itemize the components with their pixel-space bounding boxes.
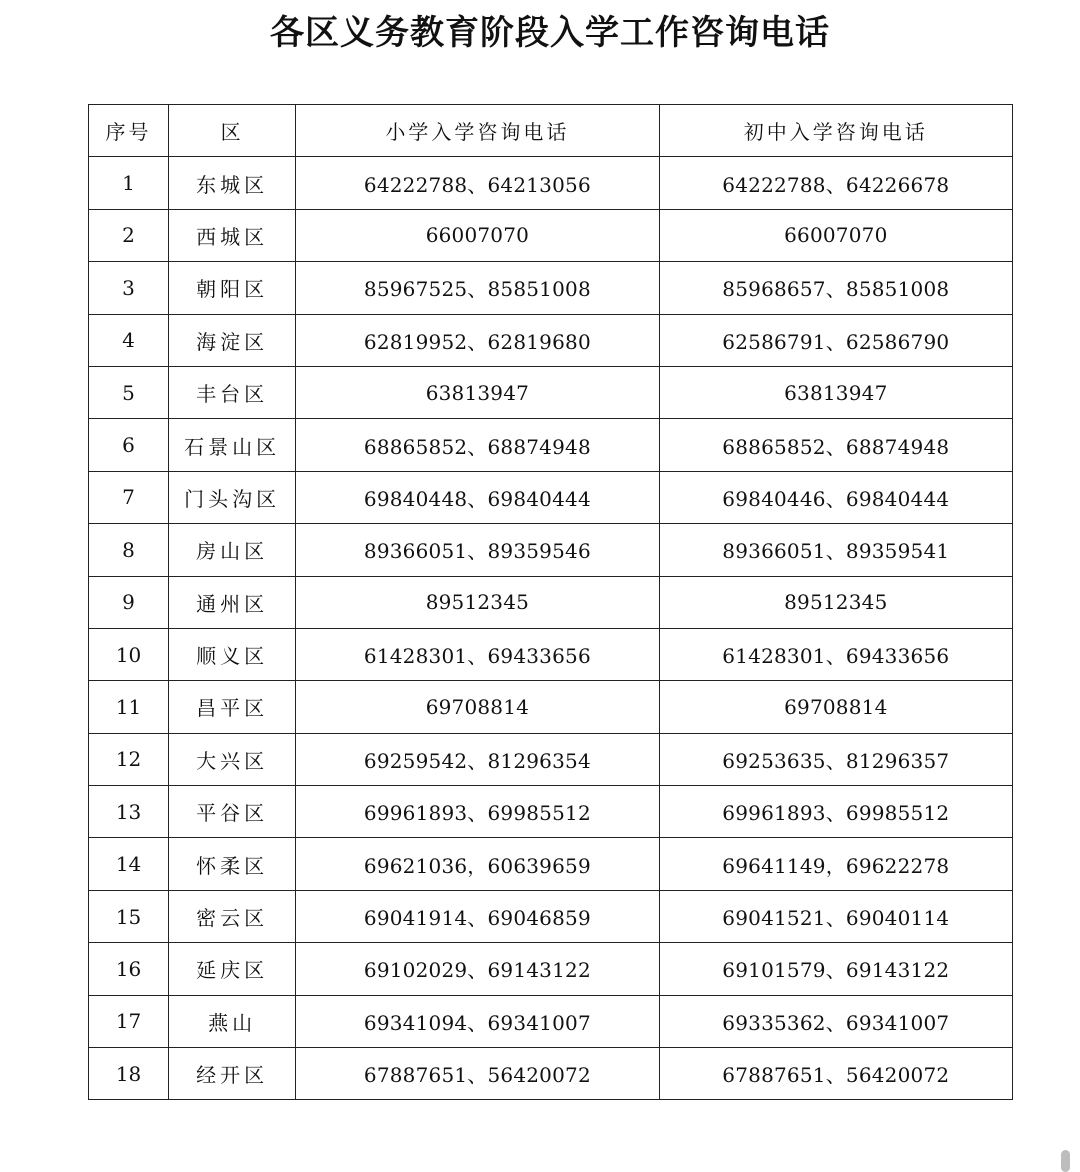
header-middle-phone: 初中入学咨询电话 [659, 105, 1012, 157]
table-row [89, 366, 1013, 418]
middle-phone-cell: 69961893、69985512 [659, 786, 1012, 838]
middle-phone-cell: 66007070 [659, 209, 1012, 261]
seq-cell: 16 [89, 943, 169, 995]
seq-cell: 17 [89, 995, 169, 1047]
primary-phone-cell: 62819952、62819680 [296, 314, 659, 366]
primary-phone-cell: 85967525、85851008 [296, 262, 659, 314]
district-cell: 通州区 [169, 576, 296, 628]
district-cell: 延庆区 [169, 943, 296, 995]
table-header-row [89, 105, 1013, 157]
middle-phone-cell: 69101579、69143122 [659, 943, 1012, 995]
middle-phone-cell: 63813947 [659, 366, 1012, 418]
district-cell: 西城区 [169, 209, 296, 261]
middle-phone-cell: 69708814 [659, 681, 1012, 733]
primary-phone-cell: 89366051、89359546 [296, 524, 659, 576]
table-row [89, 681, 1013, 733]
district-cell: 怀柔区 [169, 838, 296, 890]
seq-cell: 12 [89, 733, 169, 785]
table-row [89, 314, 1013, 366]
seq-cell: 3 [89, 262, 169, 314]
district-cell: 海淀区 [169, 314, 296, 366]
table-row [89, 471, 1013, 523]
table-row [89, 419, 1013, 471]
middle-phone-cell: 85968657、85851008 [659, 262, 1012, 314]
seq-cell: 2 [89, 209, 169, 261]
primary-phone-cell: 69840448、69840444 [296, 471, 659, 523]
middle-phone-cell: 69335362、69341007 [659, 995, 1012, 1047]
middle-phone-cell: 68865852、68874948 [659, 419, 1012, 471]
table-row [89, 576, 1013, 628]
district-cell: 房山区 [169, 524, 296, 576]
primary-phone-cell: 69041914、69046859 [296, 890, 659, 942]
seq-cell: 5 [89, 366, 169, 418]
seq-cell: 4 [89, 314, 169, 366]
primary-phone-cell: 69341094、69341007 [296, 995, 659, 1047]
primary-phone-cell: 63813947 [296, 366, 659, 418]
seq-cell: 1 [89, 157, 169, 209]
seq-cell: 7 [89, 471, 169, 523]
middle-phone-cell: 69840446、69840444 [659, 471, 1012, 523]
primary-phone-cell: 69961893、69985512 [296, 786, 659, 838]
district-cell: 大兴区 [169, 733, 296, 785]
header-district: 区 [169, 105, 296, 157]
district-cell: 石景山区 [169, 419, 296, 471]
primary-phone-cell: 66007070 [296, 209, 659, 261]
primary-phone-cell: 69708814 [296, 681, 659, 733]
middle-phone-cell: 69041521、69040114 [659, 890, 1012, 942]
header-seq: 序号 [89, 105, 169, 157]
middle-phone-cell: 69253635、81296357 [659, 733, 1012, 785]
primary-phone-cell: 89512345 [296, 576, 659, 628]
table-row [89, 209, 1013, 261]
seq-cell: 8 [89, 524, 169, 576]
district-cell: 燕山 [169, 995, 296, 1047]
header-primary-phone: 小学入学咨询电话 [296, 105, 659, 157]
seq-cell: 14 [89, 838, 169, 890]
middle-phone-cell: 64222788、64226678 [659, 157, 1012, 209]
middle-phone-cell: 89512345 [659, 576, 1012, 628]
district-cell: 门头沟区 [169, 471, 296, 523]
district-cell: 丰台区 [169, 366, 296, 418]
middle-phone-cell: 67887651、56420072 [659, 1048, 1012, 1100]
district-cell: 昌平区 [169, 681, 296, 733]
table-row [89, 995, 1013, 1047]
table-row [89, 786, 1013, 838]
district-cell: 密云区 [169, 890, 296, 942]
table-row [89, 838, 1013, 890]
table-row [89, 524, 1013, 576]
table-row [89, 1048, 1013, 1100]
district-cell: 朝阳区 [169, 262, 296, 314]
table-row [89, 943, 1013, 995]
scrollbar-thumb[interactable] [1061, 1150, 1070, 1172]
district-cell: 东城区 [169, 157, 296, 209]
primary-phone-cell: 67887651、56420072 [296, 1048, 659, 1100]
district-cell: 顺义区 [169, 628, 296, 680]
table-row [89, 628, 1013, 680]
consultation-phone-table [88, 104, 1013, 1100]
seq-cell: 18 [89, 1048, 169, 1100]
table-body [89, 157, 1013, 1100]
seq-cell: 15 [89, 890, 169, 942]
middle-phone-cell: 61428301、69433656 [659, 628, 1012, 680]
seq-cell: 10 [89, 628, 169, 680]
middle-phone-cell: 69641149，69622278 [659, 838, 1012, 890]
middle-phone-cell: 62586791、62586790 [659, 314, 1012, 366]
middle-phone-cell: 89366051、89359541 [659, 524, 1012, 576]
primary-phone-cell: 69621036，60639659 [296, 838, 659, 890]
table-row [89, 157, 1013, 209]
primary-phone-cell: 61428301、69433656 [296, 628, 659, 680]
primary-phone-cell: 64222788、64213056 [296, 157, 659, 209]
primary-phone-cell: 69259542、81296354 [296, 733, 659, 785]
primary-phone-cell: 69102029、69143122 [296, 943, 659, 995]
page-title: 各区义务教育阶段入学工作咨询电话 [270, 13, 830, 53]
district-cell: 经开区 [169, 1048, 296, 1100]
primary-phone-cell: 68865852、68874948 [296, 419, 659, 471]
table-row [89, 890, 1013, 942]
seq-cell: 11 [89, 681, 169, 733]
seq-cell: 9 [89, 576, 169, 628]
seq-cell: 6 [89, 419, 169, 471]
table-row [89, 733, 1013, 785]
seq-cell: 13 [89, 786, 169, 838]
table-row [89, 262, 1013, 314]
district-cell: 平谷区 [169, 786, 296, 838]
